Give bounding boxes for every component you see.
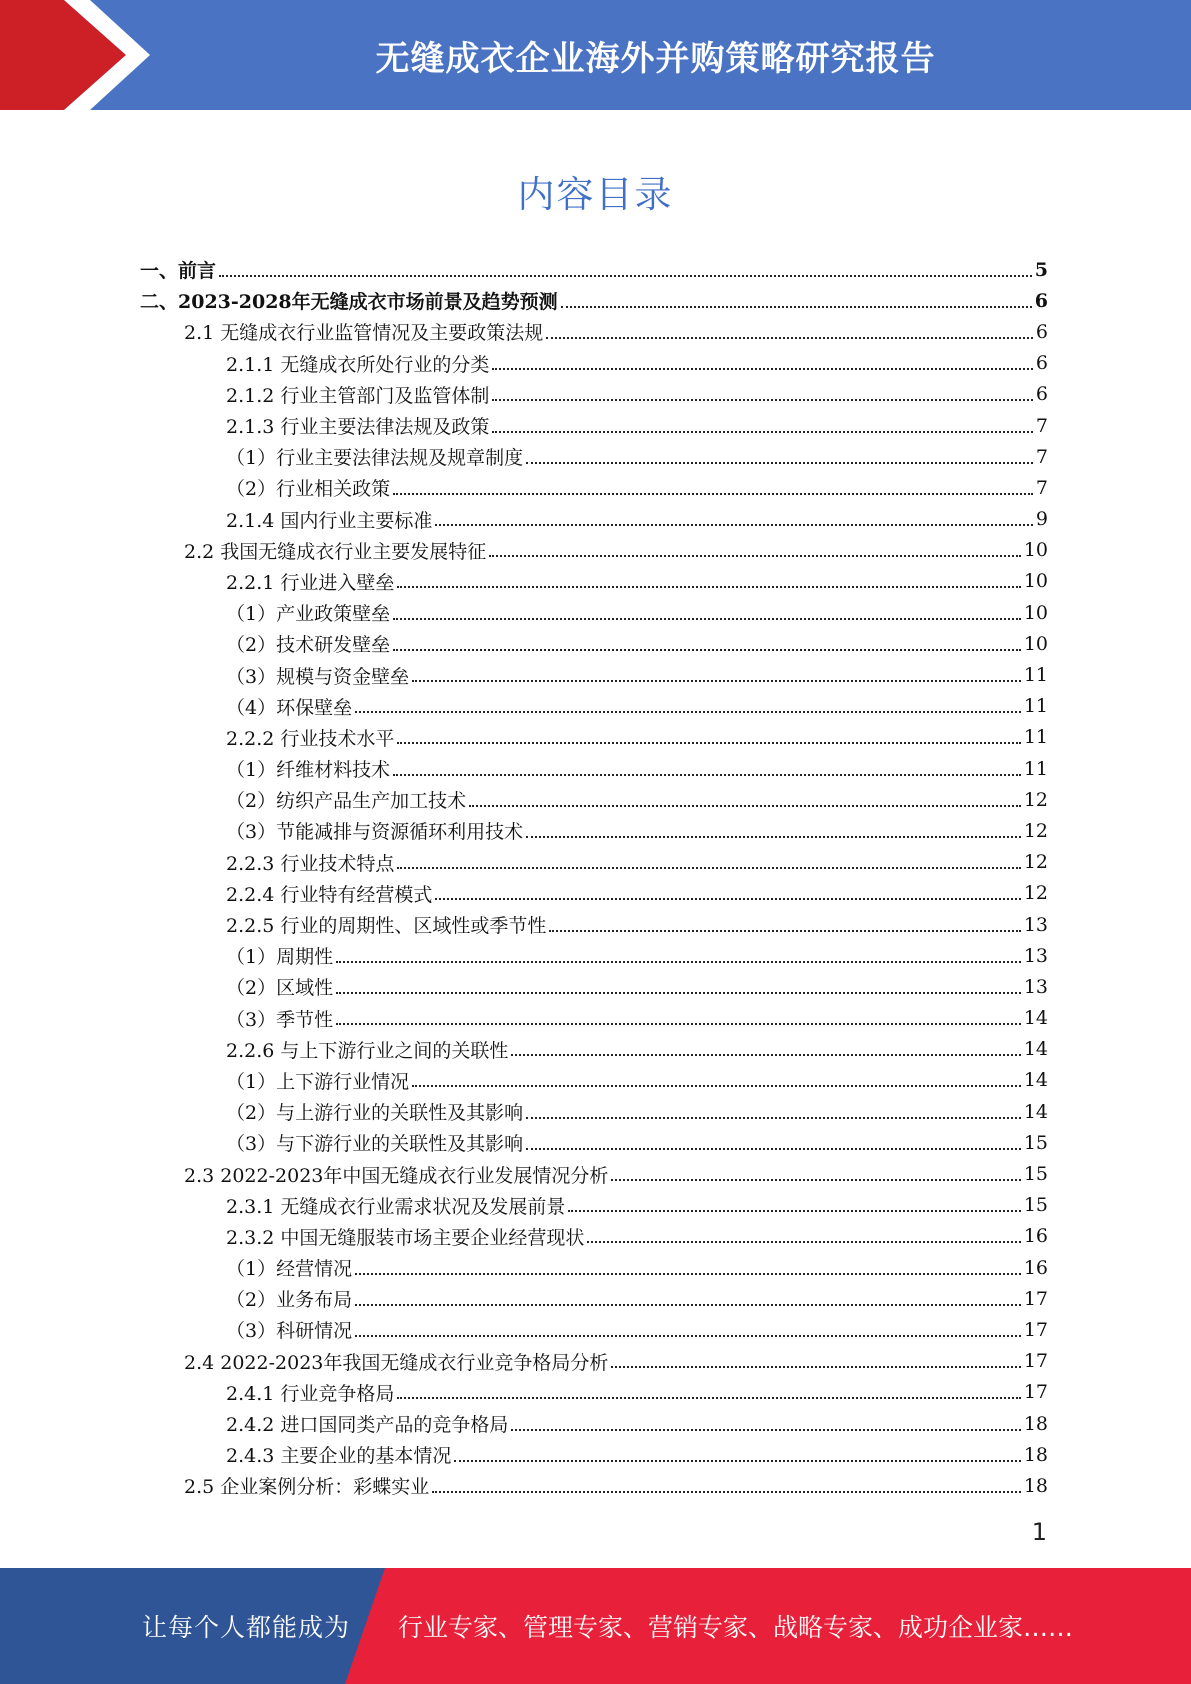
footer-slogan-right: 行业专家、管理专家、营销专家、战略专家、成功企业家…… [398, 1613, 1074, 1642]
toc-entry[interactable] [140, 1221, 1048, 1252]
toc-dot-leader [355, 1304, 1021, 1306]
toc-dot-leader [611, 1179, 1020, 1181]
toc-entry-page: 16 [1023, 1256, 1048, 1279]
toc-entry[interactable] [140, 878, 1048, 909]
toc-dot-leader [393, 493, 1033, 495]
toc-entry-page: 15 [1023, 1131, 1048, 1154]
toc-entry-label: （3）与下游行业的关联性及其影响 [226, 1133, 524, 1156]
toc-dot-leader [511, 1429, 1020, 1431]
toc-entry-label: 2.2.5 行业的周期性、区域性或季节性 [226, 915, 547, 938]
toc-entry-page: 15 [1023, 1194, 1048, 1217]
toc-entry[interactable] [140, 1283, 1048, 1314]
toc-entry-page: 14 [1023, 1038, 1048, 1061]
toc-dot-leader [355, 1335, 1021, 1337]
toc-entry-label: 2.1.4 国内行业主要标准 [226, 509, 433, 532]
toc-dot-leader [397, 742, 1020, 744]
toc-entry[interactable] [140, 1096, 1048, 1127]
table-of-contents [140, 254, 1048, 1502]
toc-entry[interactable] [140, 566, 1048, 597]
toc-dot-leader [336, 1023, 1021, 1025]
toc-entry-page: 11 [1023, 757, 1048, 780]
toc-entry-label: 2.4.1 行业竞争格局 [226, 1382, 395, 1405]
toc-dot-leader [397, 1397, 1020, 1399]
toc-dot-leader [355, 711, 1021, 713]
toc-entry-page: 6 [1035, 320, 1048, 343]
toc-entry[interactable] [140, 1377, 1048, 1408]
toc-entry-page: 18 [1023, 1474, 1048, 1497]
toc-entry-label: （1）纤维材料技术 [226, 759, 391, 782]
toc-entry-label: 2.3.1 无缝成衣行业需求状况及发展前景 [226, 1195, 566, 1218]
toc-entry[interactable] [140, 1065, 1048, 1096]
toc-entry-page: 14 [1023, 1007, 1048, 1030]
toc-dot-leader [412, 680, 1021, 682]
toc-entry[interactable] [140, 379, 1048, 410]
page-number: 1 [1031, 1518, 1047, 1546]
toc-dot-leader [492, 431, 1033, 433]
toc-dot-leader [561, 306, 1032, 308]
toc-entry[interactable] [140, 410, 1048, 441]
toc-entry-label: 2.4 2022-2023年我国无缝成衣行业竞争格局分析 [184, 1351, 609, 1374]
toc-entry-page: 10 [1023, 601, 1048, 624]
toc-entry[interactable] [140, 348, 1048, 379]
toc-dot-leader [526, 1148, 1021, 1150]
toc-entry-page: 6 [1034, 289, 1048, 312]
chevron-arrow-icon [0, 0, 160, 110]
toc-entry-page: 13 [1023, 975, 1048, 998]
toc-dot-leader [393, 774, 1021, 776]
toc-entry-label: （3）科研情况 [226, 1320, 353, 1343]
toc-entry-label: 2.4.3 主要企业的基本情况 [226, 1445, 452, 1468]
toc-entry-label: （3）节能减排与资源循环利用技术 [226, 821, 524, 844]
toc-entry[interactable] [140, 597, 1048, 628]
toc-entry-label: 2.1.3 行业主要法律法规及政策 [226, 416, 490, 439]
toc-entry-label: 2.2.2 行业技术水平 [226, 727, 395, 750]
toc-entry-label: 2.1.2 行业主管部门及监管体制 [226, 384, 490, 407]
toc-entry-label: 2.3 2022-2023年中国无缝成衣行业发展情况分析 [184, 1164, 609, 1187]
toc-entry-label: （2）技术研发壁垒 [226, 634, 391, 657]
toc-entry-page: 11 [1023, 664, 1048, 687]
toc-entry[interactable] [140, 909, 1048, 940]
toc-dot-leader [526, 836, 1021, 838]
toc-entry-page: 7 [1035, 414, 1048, 437]
toc-entry-page: 17 [1023, 1287, 1048, 1310]
toc-entry[interactable] [140, 1408, 1048, 1439]
footer-slogan-left: 让每个人都能成为 [142, 1613, 351, 1642]
toc-dot-leader [454, 1460, 1020, 1462]
toc-entry-label: （2）纺织产品生产加工技术 [226, 790, 467, 813]
toc-entry[interactable] [140, 441, 1048, 472]
toc-entry-label: （1）上下游行业情况 [226, 1070, 410, 1093]
toc-entry[interactable] [140, 504, 1048, 535]
toc-entry[interactable] [140, 535, 1048, 566]
toc-entry-page: 16 [1023, 1225, 1048, 1248]
toc-entry-label: 2.2.6 与上下游行业之间的关联性 [226, 1039, 509, 1062]
toc-heading: 内容目录 [517, 173, 674, 216]
toc-entry[interactable] [140, 628, 1048, 659]
toc-entry-label: （1）产业政策壁垒 [226, 603, 391, 626]
toc-entry[interactable] [140, 1470, 1048, 1501]
toc-entry[interactable] [140, 847, 1048, 878]
toc-entry-page: 11 [1023, 726, 1048, 749]
toc-dot-leader [355, 1273, 1021, 1275]
toc-entry-page: 12 [1023, 851, 1048, 874]
toc-dot-leader [511, 1054, 1020, 1056]
toc-entry-page: 6 [1035, 383, 1048, 406]
toc-entry-label: （3）规模与资金壁垒 [226, 665, 410, 688]
toc-entry[interactable] [140, 659, 1048, 690]
toc-dot-leader [546, 337, 1033, 339]
toc-dot-leader [412, 1085, 1021, 1087]
toc-entry-label: 2.2.1 行业进入壁垒 [226, 571, 395, 594]
footer-band [0, 1568, 1191, 1684]
toc-entry[interactable] [140, 1003, 1048, 1034]
toc-entry-label: （2）区域性 [226, 977, 334, 1000]
toc-entry-label: 一、前言 [140, 260, 217, 283]
toc-entry[interactable] [140, 1127, 1048, 1158]
toc-entry[interactable] [140, 1190, 1048, 1221]
toc-dot-leader [611, 1366, 1020, 1368]
toc-entry[interactable] [140, 254, 1048, 285]
toc-entry-page: 18 [1023, 1443, 1048, 1466]
toc-entry-page: 10 [1023, 632, 1048, 655]
toc-entry-page: 12 [1023, 882, 1048, 905]
toc-entry-label: 2.2 我国无缝成衣行业主要发展特征 [184, 540, 487, 563]
toc-entry-label: （1）周期性 [226, 946, 334, 969]
toc-entry-page: 14 [1023, 1069, 1048, 1092]
toc-dot-leader [492, 368, 1033, 370]
toc-entry-label: 2.2.3 行业技术特点 [226, 852, 395, 875]
toc-entry-label: 2.4.2 进口国同类产品的竞争格局 [226, 1414, 509, 1437]
toc-dot-leader [397, 586, 1020, 588]
toc-entry-page: 13 [1023, 944, 1048, 967]
toc-entry-page: 13 [1023, 913, 1048, 936]
toc-entry-label: （2）与上游行业的关联性及其影响 [226, 1102, 524, 1125]
toc-entry-label: （3）季节性 [226, 1008, 334, 1031]
toc-entry-page: 11 [1023, 695, 1048, 718]
toc-entry[interactable] [140, 1158, 1048, 1189]
toc-dot-leader [219, 275, 1032, 277]
toc-entry[interactable] [140, 815, 1048, 846]
toc-entry[interactable] [140, 1439, 1048, 1470]
toc-dot-leader [336, 961, 1021, 963]
toc-dot-leader [489, 555, 1021, 557]
toc-entry-label: （4）环保壁垒 [226, 696, 353, 719]
toc-entry-label: 2.2.4 行业特有经营模式 [226, 883, 433, 906]
toc-dot-leader [393, 649, 1021, 651]
report-title: 无缝成衣企业海外并购策略研究报告 [375, 38, 936, 79]
toc-entry[interactable] [140, 1346, 1048, 1377]
toc-dot-leader [492, 399, 1033, 401]
toc-entry-label: 2.1.1 无缝成衣所处行业的分类 [226, 353, 490, 376]
toc-entry[interactable] [140, 940, 1048, 971]
toc-entry-label: （2）行业相关政策 [226, 478, 391, 501]
toc-entry[interactable] [140, 316, 1048, 347]
toc-dot-leader [336, 992, 1021, 994]
toc-dot-leader [469, 805, 1021, 807]
toc-entry-page: 15 [1023, 1163, 1048, 1186]
toc-entry-page: 17 [1023, 1318, 1048, 1341]
toc-entry-page: 9 [1035, 508, 1048, 531]
toc-entry[interactable] [140, 691, 1048, 722]
toc-entry-page: 17 [1023, 1381, 1048, 1404]
toc-entry[interactable] [140, 722, 1048, 753]
toc-dot-leader [587, 1241, 1020, 1243]
toc-entry-page: 7 [1035, 476, 1048, 499]
toc-entry-page: 10 [1023, 570, 1048, 593]
toc-entry-label: （1）经营情况 [226, 1258, 353, 1281]
header-band [0, 0, 1191, 110]
toc-entry[interactable] [140, 1034, 1048, 1065]
toc-entry-page: 17 [1023, 1350, 1048, 1373]
toc-entry[interactable] [140, 1314, 1048, 1345]
toc-dot-leader [549, 930, 1020, 932]
toc-entry-label: 2.3.2 中国无缝服装市场主要企业经营现状 [226, 1226, 585, 1249]
toc-entry[interactable] [140, 1252, 1048, 1283]
toc-dot-leader [432, 1491, 1021, 1493]
toc-entry-label: （2）业务布局 [226, 1289, 353, 1312]
toc-dot-leader [435, 898, 1020, 900]
toc-entry-page: 12 [1023, 788, 1048, 811]
toc-entry[interactable] [140, 971, 1048, 1002]
toc-entry-page: 14 [1023, 1100, 1048, 1123]
toc-entry[interactable] [140, 784, 1048, 815]
toc-entry-page: 7 [1035, 445, 1048, 468]
toc-entry[interactable] [140, 285, 1048, 316]
toc-entry-page: 5 [1034, 258, 1048, 281]
toc-entry-label: 二、2023-2028年无缝成衣市场前景及趋势预测 [140, 291, 558, 314]
toc-entry-page: 6 [1035, 352, 1048, 375]
toc-entry[interactable] [140, 472, 1048, 503]
toc-dot-leader [526, 1117, 1021, 1119]
toc-entry-page: 10 [1023, 539, 1048, 562]
toc-dot-leader [435, 524, 1033, 526]
toc-entry-label: 2.1 无缝成衣行业监管情况及主要政策法规 [184, 322, 544, 345]
toc-dot-leader [397, 867, 1020, 869]
toc-entry-page: 12 [1023, 819, 1048, 842]
toc-entry-page: 18 [1023, 1412, 1048, 1435]
toc-dot-leader [393, 618, 1021, 620]
toc-entry-label: 2.5 企业案例分析：彩蝶实业 [184, 1476, 430, 1499]
toc-dot-leader [568, 1210, 1020, 1212]
toc-entry-label: （1）行业主要法律法规及规章制度 [226, 447, 524, 470]
toc-entry[interactable] [140, 753, 1048, 784]
toc-dot-leader [526, 462, 1033, 464]
